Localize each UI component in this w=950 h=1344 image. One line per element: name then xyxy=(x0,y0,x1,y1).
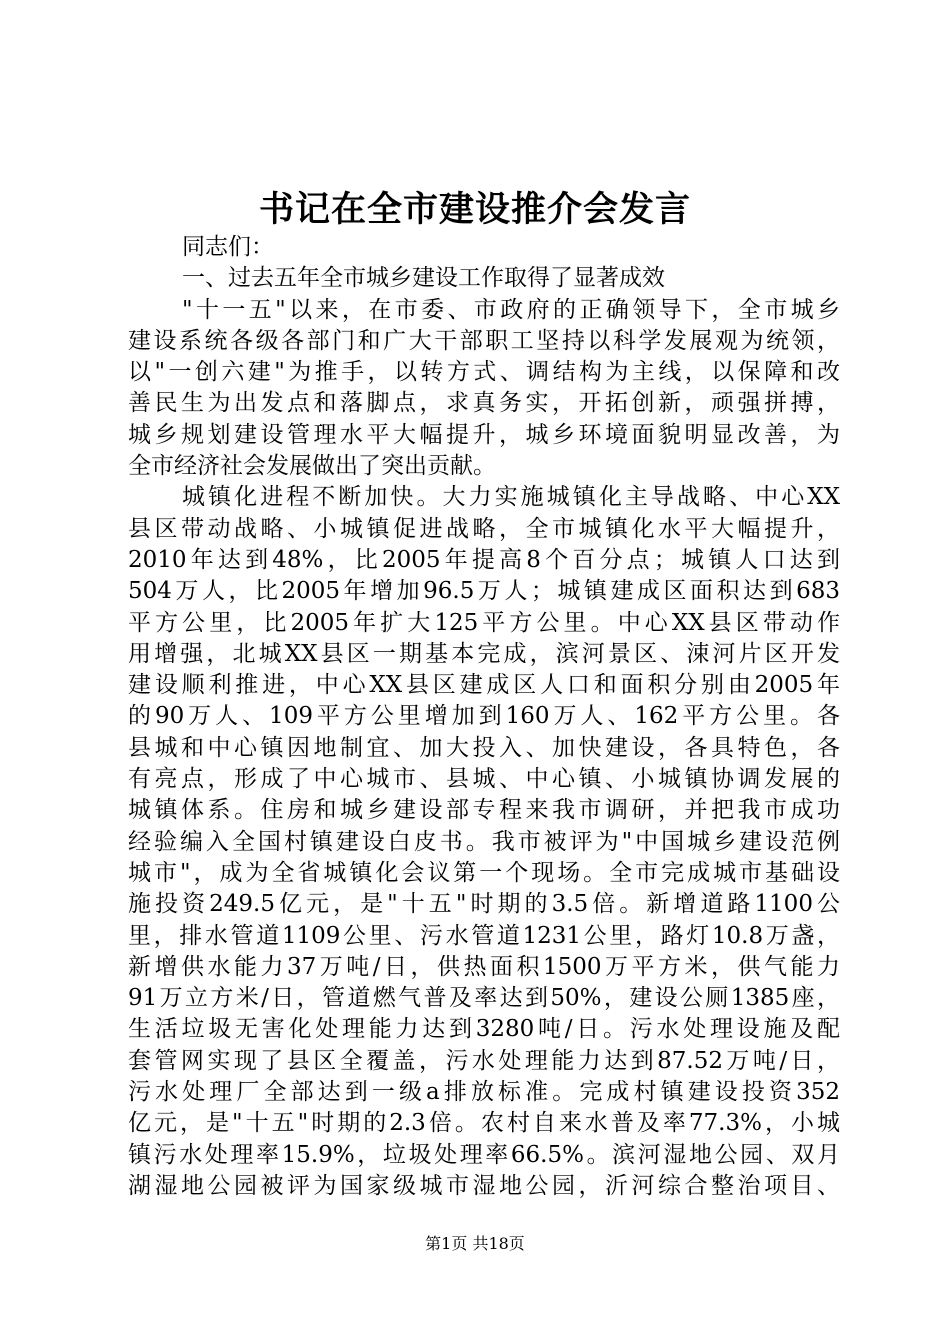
paragraph-line: "十一五"以来，在市委、市政府的正确领导下，全市城乡 xyxy=(182,296,840,323)
paragraph-line: 平方公里，比2005年扩大125平方公里。中心XX县区带动作 xyxy=(128,609,840,636)
paragraph-line: 2010年达到48%，比2005年提高8个百分点；城镇人口达到 xyxy=(128,546,840,573)
paragraph-line: 城镇体系。住房和城乡建设部专程来我市调研，并把我市成功 xyxy=(128,797,840,824)
paragraph-line: 以"一创六建"为推手，以转方式、调结构为主线，以保障和改 xyxy=(128,359,840,386)
paragraph-line: 生活垃圾无害化处理能力达到3280吨/日。污水处理设施及配 xyxy=(128,1016,840,1043)
paragraph-line: 全市经济社会发展做出了突出贡献。 xyxy=(128,453,496,480)
paragraph-line: 污水处理厂全部达到一级a排放标准。完成村镇建设投资352 xyxy=(128,1079,840,1106)
paragraph-line: 新增供水能力37万吨/日，供热面积1500万平方米，供气能力 xyxy=(128,953,840,980)
document-body xyxy=(128,232,840,1202)
paragraph-line: 里，排水管道1109公里、污水管道1231公里，路灯10.8万盏， xyxy=(128,922,840,949)
paragraph-line: 91万立方米/日，管道燃气普及率达到50%，建设公厕1385座， xyxy=(128,985,840,1012)
salutation-line: 同志们： xyxy=(182,234,274,260)
paragraph-line: 县城和中心镇因地制宜、加大投入、加快建设，各具特色，各 xyxy=(128,734,840,761)
page-number-footer: 第1页 共18页 xyxy=(425,1234,525,1253)
paragraph-line: 经验编入全国村镇建设白皮书。我市被评为"中国城乡建设范例 xyxy=(128,828,840,855)
paragraph-line: 用增强，北城XX县区一期基本完成，滨河景区、涑河片区开发 xyxy=(128,640,840,667)
paragraph-line: 504万人，比2005年增加96.5万人；城镇建成区面积达到683 xyxy=(128,578,840,605)
paragraph-line: 县区带动战略、小城镇促进战略，全市城镇化水平大幅提升， xyxy=(128,515,840,542)
paragraph-line: 湖湿地公园被评为国家级城市湿地公园，沂河综合整治项目、 xyxy=(128,1172,840,1199)
paragraph-line: 施投资249.5亿元，是"十五"时期的3.5倍。新增道路1100公 xyxy=(128,891,840,918)
paragraph-line: 建设系统各级各部门和广大干部职工坚持以科学发展观为统领， xyxy=(128,327,840,354)
paragraph-line: 城市"，成为全省城镇化会议第一个现场。全市完成城市基础设 xyxy=(128,859,840,886)
paragraph-line: 建设顺利推进，中心XX县区建成区人口和面积分别由2005年 xyxy=(128,672,840,699)
paragraph-line: 有亮点，形成了中心城市、县城、中心镇、小城镇协调发展的 xyxy=(128,766,840,793)
paragraph-line: 善民生为出发点和落脚点，求真务实，开拓创新，顽强拼搏， xyxy=(128,390,840,417)
paragraph-line: 城镇化进程不断加快。大力实施城镇化主导战略、中心XX xyxy=(182,484,840,511)
section-heading-line: 一、过去五年全市城乡建设工作取得了显著成效 xyxy=(182,265,665,292)
paragraph-line: 城乡规划建设管理水平大幅提升，城乡环境面貌明显改善，为 xyxy=(128,421,840,448)
paragraph-line: 亿元，是"十五"时期的2.3倍。农村自来水普及率77.3%，小城 xyxy=(128,1110,840,1137)
paragraph-line: 的90万人、109平方公里增加到160万人、162平方公里。各 xyxy=(128,703,840,730)
paragraph-line: 镇污水处理率15.9%，垃圾处理率66.5%。滨河湿地公园、双月 xyxy=(128,1141,840,1168)
document-title: 书记在全市建设推介会发言 xyxy=(258,190,691,230)
paragraph-line: 套管网实现了县区全覆盖，污水处理能力达到87.52万吨/日， xyxy=(128,1047,840,1074)
